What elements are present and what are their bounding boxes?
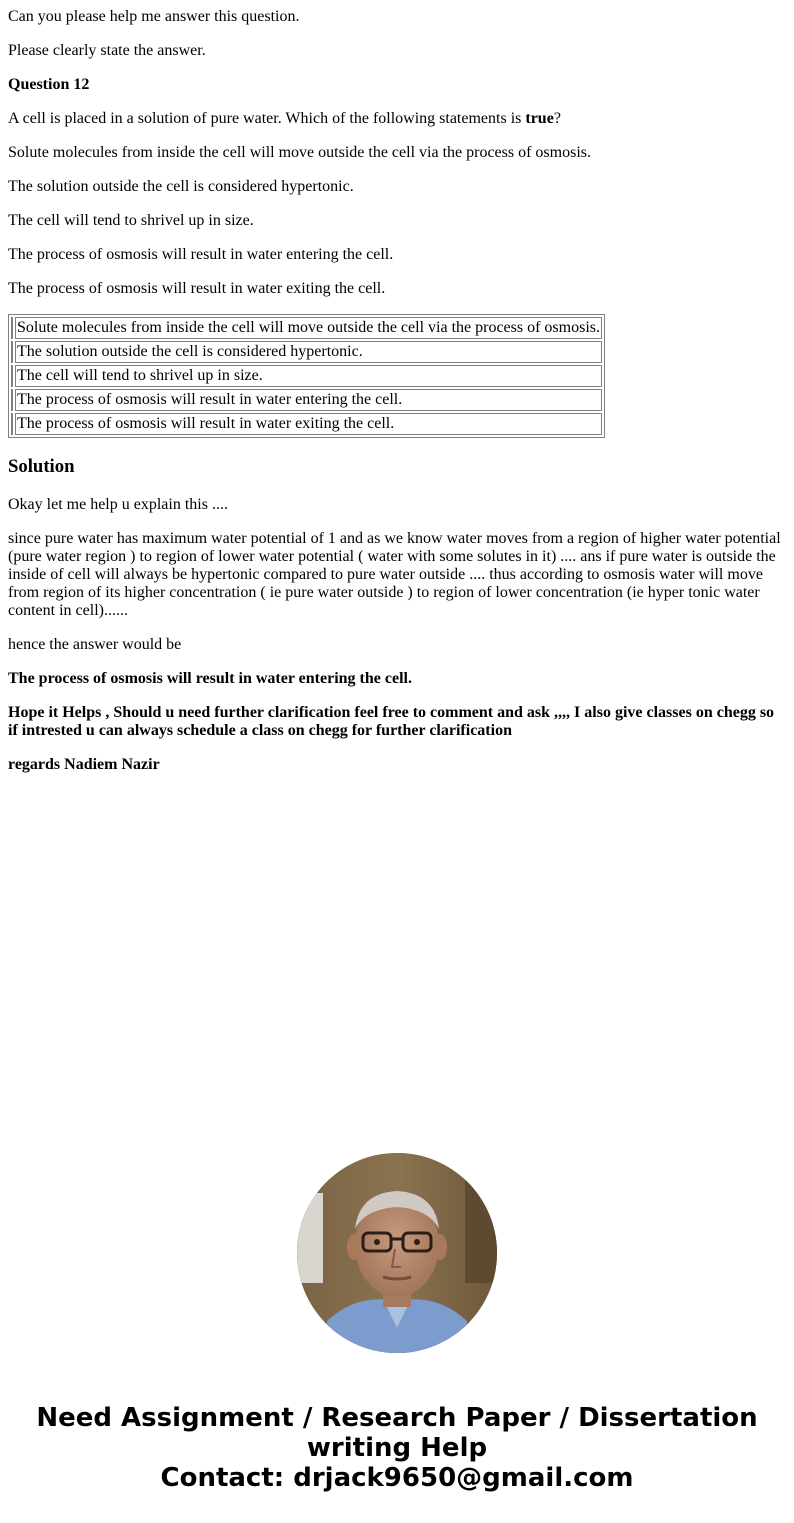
question-prompt-text: A cell is placed in a solution of pure water. Which of the following statements is xyxy=(8,110,526,127)
document-body xyxy=(8,8,786,790)
option-text-3: The cell will tend to shrivel up in size. xyxy=(8,212,254,229)
option-text-1: Solute molecules from inside the cell will move outside the cell via the process of osmosis. xyxy=(8,144,591,161)
promo-line-1: Need Assignment / Research Paper / Dissertation xyxy=(36,1403,758,1433)
solution-opener: Okay let me help u explain this .... xyxy=(8,496,228,513)
avatar-photo xyxy=(297,1153,497,1353)
intro-line-2: Please clearly state the answer. xyxy=(8,42,206,59)
promo-banner xyxy=(0,1403,794,1493)
option-text-4: The process of osmosis will result in water entering the cell. xyxy=(8,246,394,263)
question-heading: Question 12 xyxy=(8,76,90,93)
table-row xyxy=(11,365,602,387)
option-cell: The solution outside the cell is considered hypertonic. xyxy=(15,341,602,363)
solution-signature: regards Nadiem Nazir xyxy=(8,756,160,773)
promo-contact: Contact: drjack9650@gmail.com xyxy=(160,1463,634,1493)
option-choice-cell[interactable] xyxy=(11,341,13,363)
option-cell: The cell will tend to shrivel up in size. xyxy=(15,365,602,387)
option-cell: Solute molecules from inside the cell will move outside the cell via the process of osmosis. xyxy=(15,317,602,339)
table-row xyxy=(11,341,602,363)
solution-closing: Hope it Helps , Should u need further clarification feel free to comment and ask ,,,, I also give classes on chegg so if intrested u can always schedule a class on chegg for further clarification xyxy=(8,704,775,739)
solution-heading: Solution xyxy=(8,456,75,477)
solution-lead-in: hence the answer would be xyxy=(8,636,182,653)
option-text-2: The solution outside the cell is considered hypertonic. xyxy=(8,178,354,195)
option-choice-cell[interactable] xyxy=(11,317,13,339)
intro-line-1: Can you please help me answer this question. xyxy=(8,8,300,25)
promo-line-2: writing Help xyxy=(306,1433,488,1463)
options-table xyxy=(8,314,605,438)
question-prompt xyxy=(8,110,786,128)
option-cell: The process of osmosis will result in water entering the cell. xyxy=(15,389,602,411)
avatar xyxy=(297,1153,497,1353)
option-choice-cell[interactable] xyxy=(11,389,13,411)
option-text-5: The process of osmosis will result in water exiting the cell. xyxy=(8,280,386,297)
table-row xyxy=(11,389,602,411)
option-cell: The process of osmosis will result in water exiting the cell. xyxy=(15,413,602,435)
table-row xyxy=(11,413,602,435)
question-prompt-end: ? xyxy=(553,110,561,127)
table-row xyxy=(11,317,602,339)
option-choice-cell[interactable] xyxy=(11,365,13,387)
solution-explanation: since pure water has maximum water potential of 1 and as we know water moves from a region of higher water potential (pure water region ) to region of lower water potential ( water with some solutes in it) .... ans if pure water is outside the inside of cell will always be hypertonic compared to pure water outside .... thus according to osmosis water will move from region of its higher concentration ( ie pure water outside ) to region of lower concentration (ie hyper tonic water content in cell)...... xyxy=(8,530,781,619)
option-choice-cell[interactable] xyxy=(11,413,13,435)
solution-answer: The process of osmosis will result in water entering the cell. xyxy=(8,670,412,687)
question-prompt-emphasis: true xyxy=(525,110,554,127)
